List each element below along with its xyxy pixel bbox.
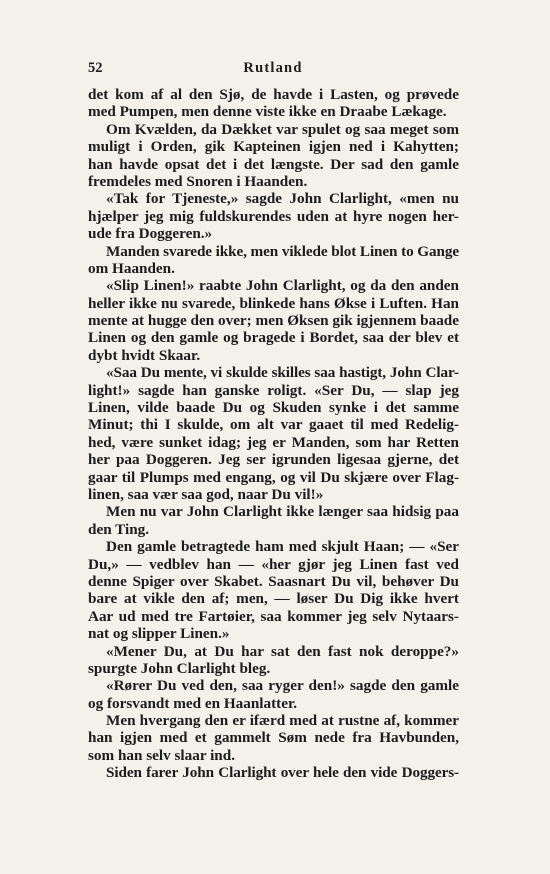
text-line: linen, saa vær saa god, naar Du vil!» — [88, 485, 324, 503]
text-line: Aar ud med tre Fartøier, saa kommer jeg selv Nytaars- — [88, 607, 459, 625]
text-line: nat og slipper Linen.» — [88, 625, 230, 643]
text-line: «Slip Linen!» raabte John Clarlight, og da den anden — [106, 277, 459, 295]
text-line: Linen og den gamle og bragede i Bordet, saa der blev et — [88, 329, 459, 347]
text-line: og forsvandt med en Haanlatter. — [88, 694, 298, 712]
text-line: «Tak for Tjeneste,» sagde John Clarlight, «men nu — [106, 190, 459, 208]
text-line: Om Kvælden, da Dækket var spulet og saa meget som — [106, 120, 459, 138]
text-line: den Ting. — [88, 520, 150, 538]
text-line: han havde opsat det i det længste. Der sad den gamle — [88, 155, 459, 173]
text-line: «Rører Du ved den, saa ryger den!» sagde den gamle — [106, 677, 459, 695]
text-line: gaar til Plumps med engang, og vil Du skjære over Flag- — [88, 468, 459, 486]
page-number: 52 — [88, 60, 103, 76]
body-text — [88, 86, 459, 782]
text-line: fremdeles med Snoren i Haanden. — [88, 172, 308, 190]
text-line: hed, være sunket idag; jeg er Manden, som har Retten — [88, 433, 459, 451]
text-line: som han selv slaar ind. — [88, 746, 235, 764]
text-line: Minut; thi I skulde, om alt var gaaet til med Redelig- — [88, 416, 459, 434]
text-line: det kom af al den Sjø, de havde i Lasten, og prøvede — [88, 86, 459, 103]
text-line: spurgte John Clarlight bleg. — [88, 659, 271, 677]
text-line: han igjen med et gammelt Søm nede fra Havbunden, — [88, 729, 459, 747]
text-line: Du,» — vedblev han — «her gjør jeg Linen fast ved — [88, 555, 459, 573]
text-line: mente at hugge den over; men Øksen gik igjennem baade — [88, 312, 459, 330]
text-line: ude fra Doggeren.» — [88, 225, 213, 243]
text-line: hjælper jeg mig fuldskurendes uden at hyre nogen her- — [88, 207, 459, 225]
text-line: Siden farer John Clarlight over hele den vide Doggers- — [106, 764, 459, 782]
text-line: Men nu var John Clarlight ikke længer saa hidsig paa — [106, 503, 459, 521]
text-line: her paa Doggeren. Jeg ser igrunden ligesaa gjerne, det — [88, 451, 459, 469]
text-line: bare at vikle den af; men, — løser Du Dig ikke hvert — [88, 590, 459, 608]
running-title: Rutland — [243, 60, 303, 76]
text-line: med Pumpen, men denne viste ikke en Draabe Lækage. — [88, 103, 447, 121]
text-line: Manden svarede ikke, men viklede blot Linen to Gange — [106, 242, 459, 260]
text-line: om Haanden. — [88, 259, 175, 277]
text-line: Men hvergang den er ifærd med at rustne af, kommer — [106, 712, 459, 730]
text-line: Den gamle betragtede ham med skjult Haan; — «Ser — [106, 538, 459, 556]
text-line: dybt hvidt Skaar. — [88, 346, 201, 364]
page-header — [88, 60, 458, 80]
text-line: Linen, vilde baade Du og Skuden synke i det samme — [88, 399, 459, 417]
text-line: heller ikke nu svarede, blinkede hans Økse i Luften. Han — [88, 294, 459, 312]
text-line: muligt i Orden, gik Kapteinen igjen ned i Kahytten; — [88, 138, 459, 156]
text-line: «Saa Du mente, vi skulde skilles saa hastigt, John Clar- — [106, 364, 459, 382]
text-line: denne Spiger over Skabet. Saasnart Du vil, behøver Du — [88, 572, 459, 590]
text-line: «Mener Du, at Du har sat den fast nok deroppe?» — [106, 642, 459, 660]
text-line: light!» sagde han ganske roligt. «Ser Du, — slap jeg — [88, 381, 459, 399]
